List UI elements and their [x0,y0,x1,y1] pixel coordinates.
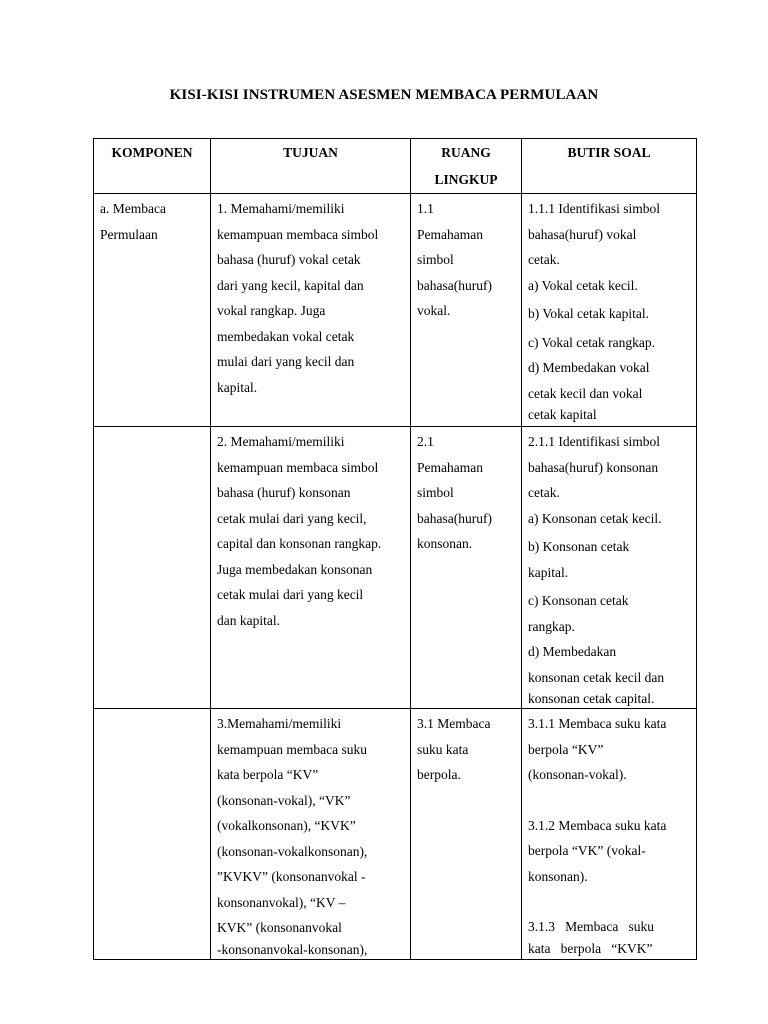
cell-butir-soal: 3.1.1 Membaca suku kata berpola “KV” (konsonan-vokal). 3.1.2 Membaca suku kata berpola “VK” (vokal- konsonan). 3.1.3 Membaca suku kata berpola “KVK” [522,709,697,960]
cell-komponen [94,427,211,709]
header-tujuan: TUJUAN [211,139,411,194]
cell-komponen: a. Membaca Permulaan [94,194,211,427]
cell-tujuan: 3.Memahami/memiliki kemampuan membaca suku kata berpola “KV” (konsonan-vokal), “VK” (vokalkonsonan), “KVK” (konsonan-vokalkonsonan), ”KVKV” (konsonanvokal - konsonanvokal), “KV – KVK” (konsonanvokal -konsonanvokal-konsonan), [211,709,411,960]
cell-ruang-lingkup: 1.1 Pemahaman simbol bahasa(huruf) vokal. [411,194,522,427]
cell-tujuan: 2. Memahami/memiliki kemampuan membaca simbol bahasa (huruf) konsonan cetak mulai dari yang kecil, capital dan konsonan rangkap. Juga membedakan konsonan cetak mulai dari yang kecil dan kapital. [211,427,411,709]
table-row [94,194,697,427]
cell-tujuan: 1. Memahami/memiliki kemampuan membaca simbol bahasa (huruf) vokal cetak dari yang kecil, kapital dan vokal rangkap. Juga membedakan vokal cetak mulai dari yang kecil dan kapital. [211,194,411,427]
header-ruang-lingkup: RUANG LINGKUP [411,139,522,194]
cell-ruang-lingkup: 2.1 Pemahaman simbol bahasa(huruf) konsonan. [411,427,522,709]
cell-butir-soal: 1.1.1 Identifikasi simbol bahasa(huruf) vokal cetak. a) Vokal cetak kecil. b) Vokal cetak kapital. c) Vokal cetak rangkap. d) Membedakan vokal cetak kecil dan vokal cetak kapital [522,194,697,427]
cell-ruang-lingkup: 3.1 Membaca suku kata berpola. [411,709,522,960]
cell-butir-soal: 2.1.1 Identifikasi simbol bahasa(huruf) konsonan cetak. a) Konsonan cetak kecil. b) Konsonan cetak kapital. c) Konsonan cetak rangkap. d) Membedakan konsonan cetak kecil dan konsonan cetak capital. [522,427,697,709]
kisi-kisi-table [93,138,697,960]
table-row [94,427,697,709]
table-row [94,709,697,960]
table-header-row [94,139,697,194]
cell-komponen [94,709,211,960]
header-butir-soal: BUTIR SOAL [522,139,697,194]
header-komponen: KOMPONEN [94,139,211,194]
document-title: KISI-KISI INSTRUMEN ASESMEN MEMBACA PERMULAAN [169,87,599,103]
